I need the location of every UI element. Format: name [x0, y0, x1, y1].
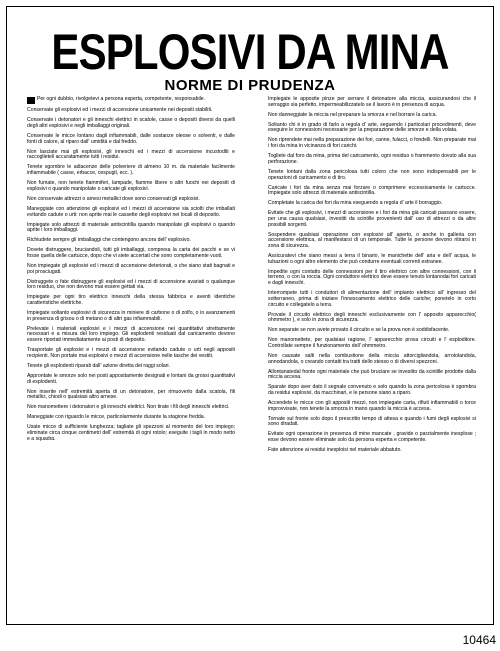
rule-paragraph: Fate attenzione ai residui inesploisi nel materiale abbatuto.: [268, 447, 402, 454]
rule-paragraph: Impiegate le apposite pinze per serrare il detonatore alla miccia, assicurandosi che il serraggio sia perfetto, impermeabilizzatelo se il lavoro è in presenza di acqua.: [268, 96, 476, 108]
rule-paragraph: Conservate le micce lontano dagli infiammabili, dalle sostanze oleose o solventi, e dalle fonti di calore, al riparo dall' umidità e dal freddo.: [27, 133, 235, 145]
rule-paragraph: Accendete le micce con gli appositi mezzi, non impiegate carta, rifiuti infiammabili o torce improvvisate, non tenete la smorza in mano quando la miccia è accesa.: [268, 400, 476, 412]
rule-paragraph: Evitate che gli esplosivi, i mezzi di accensione e i fori da mina già caricati passano essere, per una causa qualsiasi, investiti da scintille provenienti dall' uso di attrezzi o da altre possibili sorgenti.: [268, 210, 476, 228]
rule-paragraph: Non impiegate gli esplosivi ed i mezzi di accensione deteriorati, o che siano stati bagnati e poi prosciugati.: [27, 262, 235, 275]
rule-paragraph: [27, 97, 235, 104]
rule-paragraph: Dovete distruggere, bruciandoli, tutti gli imballaggi, compresa la carta dei pacchi e se vi fosse quella delle cartucce, dopo che vi siete accertati che sono completamente vuoti.: [27, 247, 235, 259]
rule-paragraph: Togliete dal foro da mina, prima del caricamento, ogni residuo o frammento dovuto alla sua perforazione.: [268, 153, 476, 165]
rule-paragraph: Richiudete sempre gli imballaggi che contengono ancora dell' esplosivo.: [27, 237, 191, 244]
rule-paragraph: Interrompete tutti i conduttori di alimentazione dell' impianto elettrico all' ingresso del sotterraneo, prima di iniziare l'innescamento elettrico delle cariche; ponetelo in corto circuito e collegatelo a terra.: [268, 290, 476, 308]
rule-paragraph: Non manomettete, per qualsiasi ragione, l' apparecchio prova circuiti e l' esploditore. Controllate sempre il funzionamento dell' ohmmetro.: [268, 337, 476, 349]
rule-paragraph: Non separate se non avete provato il circuito e se la prova non è soddisfacente.: [268, 327, 450, 334]
rule-paragraph: Impedite ogni contatto delle connessioni per il tiro elettrico con altre connessioni, con il terreno, o con la roccia. Ogni conduttore elettrico deve essere tenuto lontanodai fori caricati e dagli inneschi.: [268, 268, 476, 287]
rule-paragraph: Impiegate soltanto esplosivi di sicurezza in miniere di carbone o di zolfo, o in avanzamenti in presenza di grisou o di metano o di altri gas infiammabili.: [27, 310, 235, 322]
sign-title: ESPLOSIVI DA MINA: [51, 24, 449, 80]
rule-paragraph: Prelevate i materiali esplosivi e i mezzi di accensione nei quantitativi strettamente necessari e a misura del loro impiego. Gli esplodenti residuati dal caricamento devono essere riportati immediatamente ai posti di deposito.: [27, 325, 235, 344]
rule-paragraph: Caricate i fori da mina senza mai forzare o comprimere eccessivamente le cartucce. Impiegate solo attrezzi di materiale antiscintilla.: [268, 184, 476, 197]
rule-paragraph: Maneggiate con riguardo le micce, particolarmente durante la stagione fredda.: [27, 414, 206, 421]
left-column: [27, 97, 235, 447]
rule-paragraph: Non danneggiate la miccia nel preparare la smorza e nel borrare la carica.: [268, 111, 437, 118]
rule-paragraph: Tenete lontani dalla zona pericolosa tutti coloro che non sono indispensabili per le operazioni di caricamento e di tiro.: [268, 168, 476, 181]
rule-paragraph: Non manomettere i detonatori e gli inneschi elettrici. Non tirate i fili degli inneschi elettrici.: [27, 404, 230, 411]
rule-paragraph: Maneggiate con attenzione gli esplosivi ed i mezzi di accensione sia sciolti che imballati evitando cadute o urti: non aprite mai le cassette degli esplosivi nei locali di deposito.: [27, 205, 235, 218]
rule-text: Per ogni dubbio, rivolgetevi a persona esperta, competente, responsabile.: [37, 96, 206, 102]
rule-paragraph: Conservate gli esplosivi ed i mezzi di accensione unicamente nei depositi stabiliti.: [27, 107, 213, 114]
rule-paragraph: Non fumate, non tenete fiammiferi, lampade, fiamme libere o altri fuochi nei depositi di esplosivi o quando manipolate o caricate gli esplosivi.: [27, 180, 235, 192]
rule-paragraph: Impiegate solo attrezzi di materiale antiscintilla quando manipolate gli esplosivi o quando aprite i loro imballaggi.: [27, 221, 235, 234]
product-code: 10464: [462, 633, 496, 647]
rule-paragraph: Sospendere qualsiasi operazione con esplosivi all' aperto, o anche in galleria con accensione elettrica, al manifestarsi di un temporale. Tutte le persone devono ritirarsi in zona di sicurezza.: [268, 231, 476, 250]
safety-sign: [6, 6, 494, 625]
sign-subtitle: NORME DI PRUDENZA: [164, 77, 336, 94]
rule-paragraph: Usate micce di sufficiente lunghezza; tagliate gli spezzoni al momento del loro impiego; eliminate circa cinque centimetri dell' estremità di ogni rotolo; eseguite i tagli in modo netto e a squadra.: [27, 424, 235, 442]
rule-paragraph: Tenete sgombre le adiacenze delle polveriere di almeno 10 m. da materiale facilmente infiammabile ( casse, erbacce, cespugli, ecc. ).: [27, 164, 235, 177]
rule-paragraph: Distruggete o fate distruggere gli esplosivi ed i mezzi di accensione avariati o qualunque loro residuo, che non devono mai essere gettati via.: [27, 278, 235, 291]
rule-paragraph: Tenete gli esplodenti riparati dall' azione diretta dei raggi solari.: [27, 362, 171, 369]
rule-paragraph: Provate il circuito elettrico degli inneschi esclusivamente con l' apposito apparecchio( ohmmetro ), e solo in zona di sicurezza.: [268, 311, 476, 324]
rule-paragraph: Non causate salti nella combustione della miccia attorcigliandola, arrotolandola, annodandola, o creando contatti tra tratti dello stesso o di diversi spezzoni.: [268, 352, 476, 365]
right-column: [268, 97, 476, 458]
rule-paragraph: Completate la carica dei fori da mina eseguendo a regola d' arte il borraggio.: [268, 200, 443, 207]
rule-paragraph: Allontanatedal fronte ogni materiale che può bruciare se investito da scintille prodotte dalla miccia accesa.: [268, 368, 476, 381]
rule-paragraph: Non riprendete mai nella preparazione dei fori, canne, fulacci, o fondelli. Non preparate mai i fori da mina in vicinanza di fori carichi.: [268, 137, 476, 150]
rule-paragraph: Non conservate attrezzi o arnesi metallici dove sono conservati gli esplosivi.: [27, 195, 200, 202]
rule-paragraph: Assicuratevi che siano messi a terra il binario, le manichette dell' aria e dell' acqua, le tubazioni o ogni altro elemento che può condurre eventuali correnti estranee.: [268, 253, 476, 265]
rule-paragraph: Non inserite nell' estremità aperta di un detonatore, per rimuoverlo dalla scatola, fili metallici, chiodi o qualsiasi altro arnese.: [27, 388, 235, 401]
rule-paragraph: Impiegate per ogni tiro elettrico inneschi della stessa fabbrica e aventi identiche caratteristiche elettriche.: [27, 294, 235, 307]
rule-paragraph: Evitate ogni operazione in presenza di mine mancate , gravide o parzialmente inesplose ; esse devono essere eliminate solo da persona esperta e competente.: [268, 431, 476, 444]
rule-paragraph: Trasportate gli esplosivi e i mezzi di accensione evitando cadute o urti negli appositi recipienti. Non portate mai esplosivi o mezzi di accensione nelle tasche dei vestiti.: [27, 347, 235, 359]
rule-paragraph: Conservate i detonatori e gli inneschi elettrici in scatole, casse o depositi diversi da quelli degli altri esplosivi e negli imballaggi originali.: [27, 117, 235, 129]
rule-paragraph: Approntate le smorze solo nei posti appositamente designati e lontani da grossi quantitativi di esplodenti.: [27, 372, 235, 385]
rule-paragraph: Tornate sul fronte solo dopo il prescritto tempo di attesa e quando i fumi degli esplosivi si sono diradati.: [268, 415, 476, 428]
rule-paragraph: Sparate dopo aver dato il segnale convenuto e solo quando la zona pericolosa è sgombra da residui esplosivi, da macchinari, e le persone siano a riparo.: [268, 384, 476, 397]
rule-paragraph: Non lasciate mai gli esplosivi, gli inneschi ed i mezzi di accensione incustoditi e raccoglieteli accuratamente tutti i residui.: [27, 148, 235, 161]
bullet-square-icon: [27, 97, 35, 104]
rule-paragraph: Soltanto chi è in grado di farlo a regola d' arte, seguendo i particolari procedimenti, deve eseguire le connessioni necessarie per la preparazione delle smorze e della volata.: [268, 121, 476, 134]
